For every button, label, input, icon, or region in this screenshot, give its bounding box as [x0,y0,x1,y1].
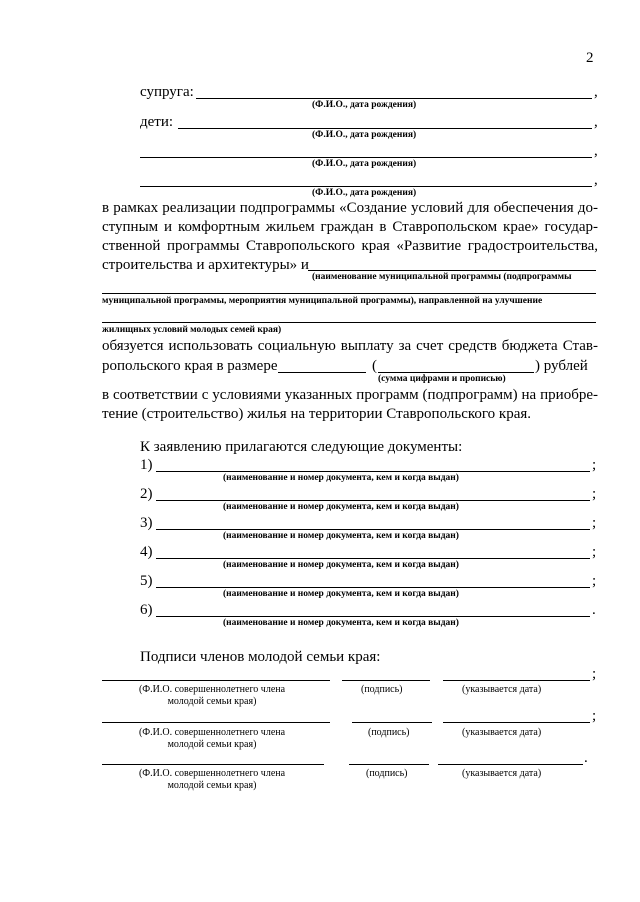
children-label: дети: [140,114,174,130]
signature-row-1-member-caption-1: (Ф.И.О. совершеннолетнего члена [138,684,286,695]
child-1-fill-line [178,128,592,129]
program-caption-2: муниципальной программы, мероприятия муниципальной программы), направленной на улучшение [102,296,543,306]
document-6-number: 6) [140,602,153,618]
document-4-number: 4) [140,544,153,560]
signature-row-1-sign-line [342,680,430,681]
child-2-fill-line [140,157,592,158]
child-3-caption: (Ф.И.О., дата рождения) [312,188,417,198]
signature-row-3-date-caption: (указывается дата) [462,768,542,779]
signature-row-1-sign-caption: (подпись) [361,684,403,695]
document-2-end: ; [592,486,597,502]
program-name-fill-line-2 [102,293,596,294]
document-4-fill-line [156,558,590,559]
sum-words-fill-line [378,372,534,373]
sum-open-paren: ( [372,358,377,374]
signature-row-2-date-caption: (указывается дата) [462,727,542,738]
signature-row-3-name-line [102,764,324,765]
program-name-fill-line-3 [102,322,596,323]
document-3-fill-line [156,529,590,530]
spouse-caption: (Ф.И.О., дата рождения) [312,100,417,110]
obligation-line-3: в соответствии с условиями указанных программ (подпрограмм) на приобре- [102,387,598,403]
spouse-comma: , [594,84,598,100]
child-2-caption: (Ф.И.О., дата рождения) [312,159,417,169]
signature-row-2-member-caption-1: (Ф.И.О. совершеннолетнего члена [138,727,286,738]
signature-row-1-end: ; [592,666,597,682]
obligation-line-2-start: ропольского края в размере [102,358,278,374]
document-6-caption: (наименование и номер документа, кем и когда выдан) [223,618,459,628]
document-1-fill-line [156,471,590,472]
signature-row-3-member-caption-1: (Ф.И.О. совершеннолетнего члена [138,768,286,779]
signature-row-2-sign-line [352,722,432,723]
obligation-line-2-end: ) рублей [535,358,588,374]
document-2-fill-line [156,500,590,501]
document-4-caption: (наименование и номер документа, кем и когда выдан) [223,560,459,570]
program-caption-3: жилищных условий молодых семей края) [102,325,282,335]
spouse-fill-line [196,98,592,99]
signature-row-1-date-caption: (указывается дата) [462,684,542,695]
signature-row-1-name-line [102,680,330,681]
document-5-fill-line [156,587,590,588]
documents-heading: К заявлению прилагаются следующие документы: [140,439,463,455]
document-1-caption: (наименование и номер документа, кем и когда выдан) [223,473,459,483]
signature-row-2-end: ; [592,708,597,724]
child-3-comma: , [594,172,598,188]
document-5-caption: (наименование и номер документа, кем и когда выдан) [223,589,459,599]
document-5-end: ; [592,573,597,589]
document-3-number: 3) [140,515,153,531]
obligation-line-4: тение (строительство) жилья на территории Ставропольского края. [102,406,532,422]
signature-row-2-sign-caption: (подпись) [368,727,410,738]
signature-row-3-sign-caption: (подпись) [366,768,408,779]
program-name-fill-line-1 [308,270,596,271]
signature-row-3-date-line [438,764,583,765]
signature-row-2-name-line [102,722,330,723]
child-2-comma: , [594,143,598,159]
signature-row-2-member-caption-2: молодой семьи края) [167,739,257,750]
sum-caption: (сумма цифрами и прописью) [378,374,506,384]
program-line-2: ступным и комфортным жильем граждан в Ставропольском крае» государ- [102,219,598,235]
signature-row-1-date-line [443,680,590,681]
document-5-number: 5) [140,573,153,589]
document-3-caption: (наименование и номер документа, кем и когда выдан) [223,531,459,541]
signatures-heading: Подписи членов молодой семьи края: [140,649,381,665]
page-number: 2 [586,50,594,66]
document-3-end: ; [592,515,597,531]
signature-row-3-sign-line [349,764,429,765]
document-1-end: ; [592,457,597,473]
program-caption-1: (наименование муниципальной программы (подпрограммы [312,272,572,282]
document-2-number: 2) [140,486,153,502]
spouse-label: супруга: [140,84,194,100]
document-6-end: . [592,602,596,618]
signature-row-3-end: . [584,750,588,766]
document-4-end: ; [592,544,597,560]
document-6-fill-line [156,616,590,617]
signature-row-2-date-line [443,722,590,723]
signature-row-1-member-caption-2: молодой семьи края) [167,696,257,707]
program-line-1: в рамках реализации подпрограммы «Создание условий для обеспечения до- [102,200,598,216]
child-1-comma: , [594,114,598,130]
document-2-caption: (наименование и номер документа, кем и когда выдан) [223,502,459,512]
program-line-3: ственной программы Ставропольского края «Развитие градостроительства, [102,238,598,254]
child-1-caption: (Ф.И.О., дата рождения) [312,130,417,140]
program-line-4: строительства и архитектуры» и [102,257,309,273]
signature-row-3-member-caption-2: молодой семьи края) [167,780,257,791]
sum-digits-fill-line [278,372,366,373]
obligation-line-1: обязуется использовать социальную выплату за счет средств бюджета Став- [102,338,598,354]
document-1-number: 1) [140,457,153,473]
child-3-fill-line [140,186,592,187]
